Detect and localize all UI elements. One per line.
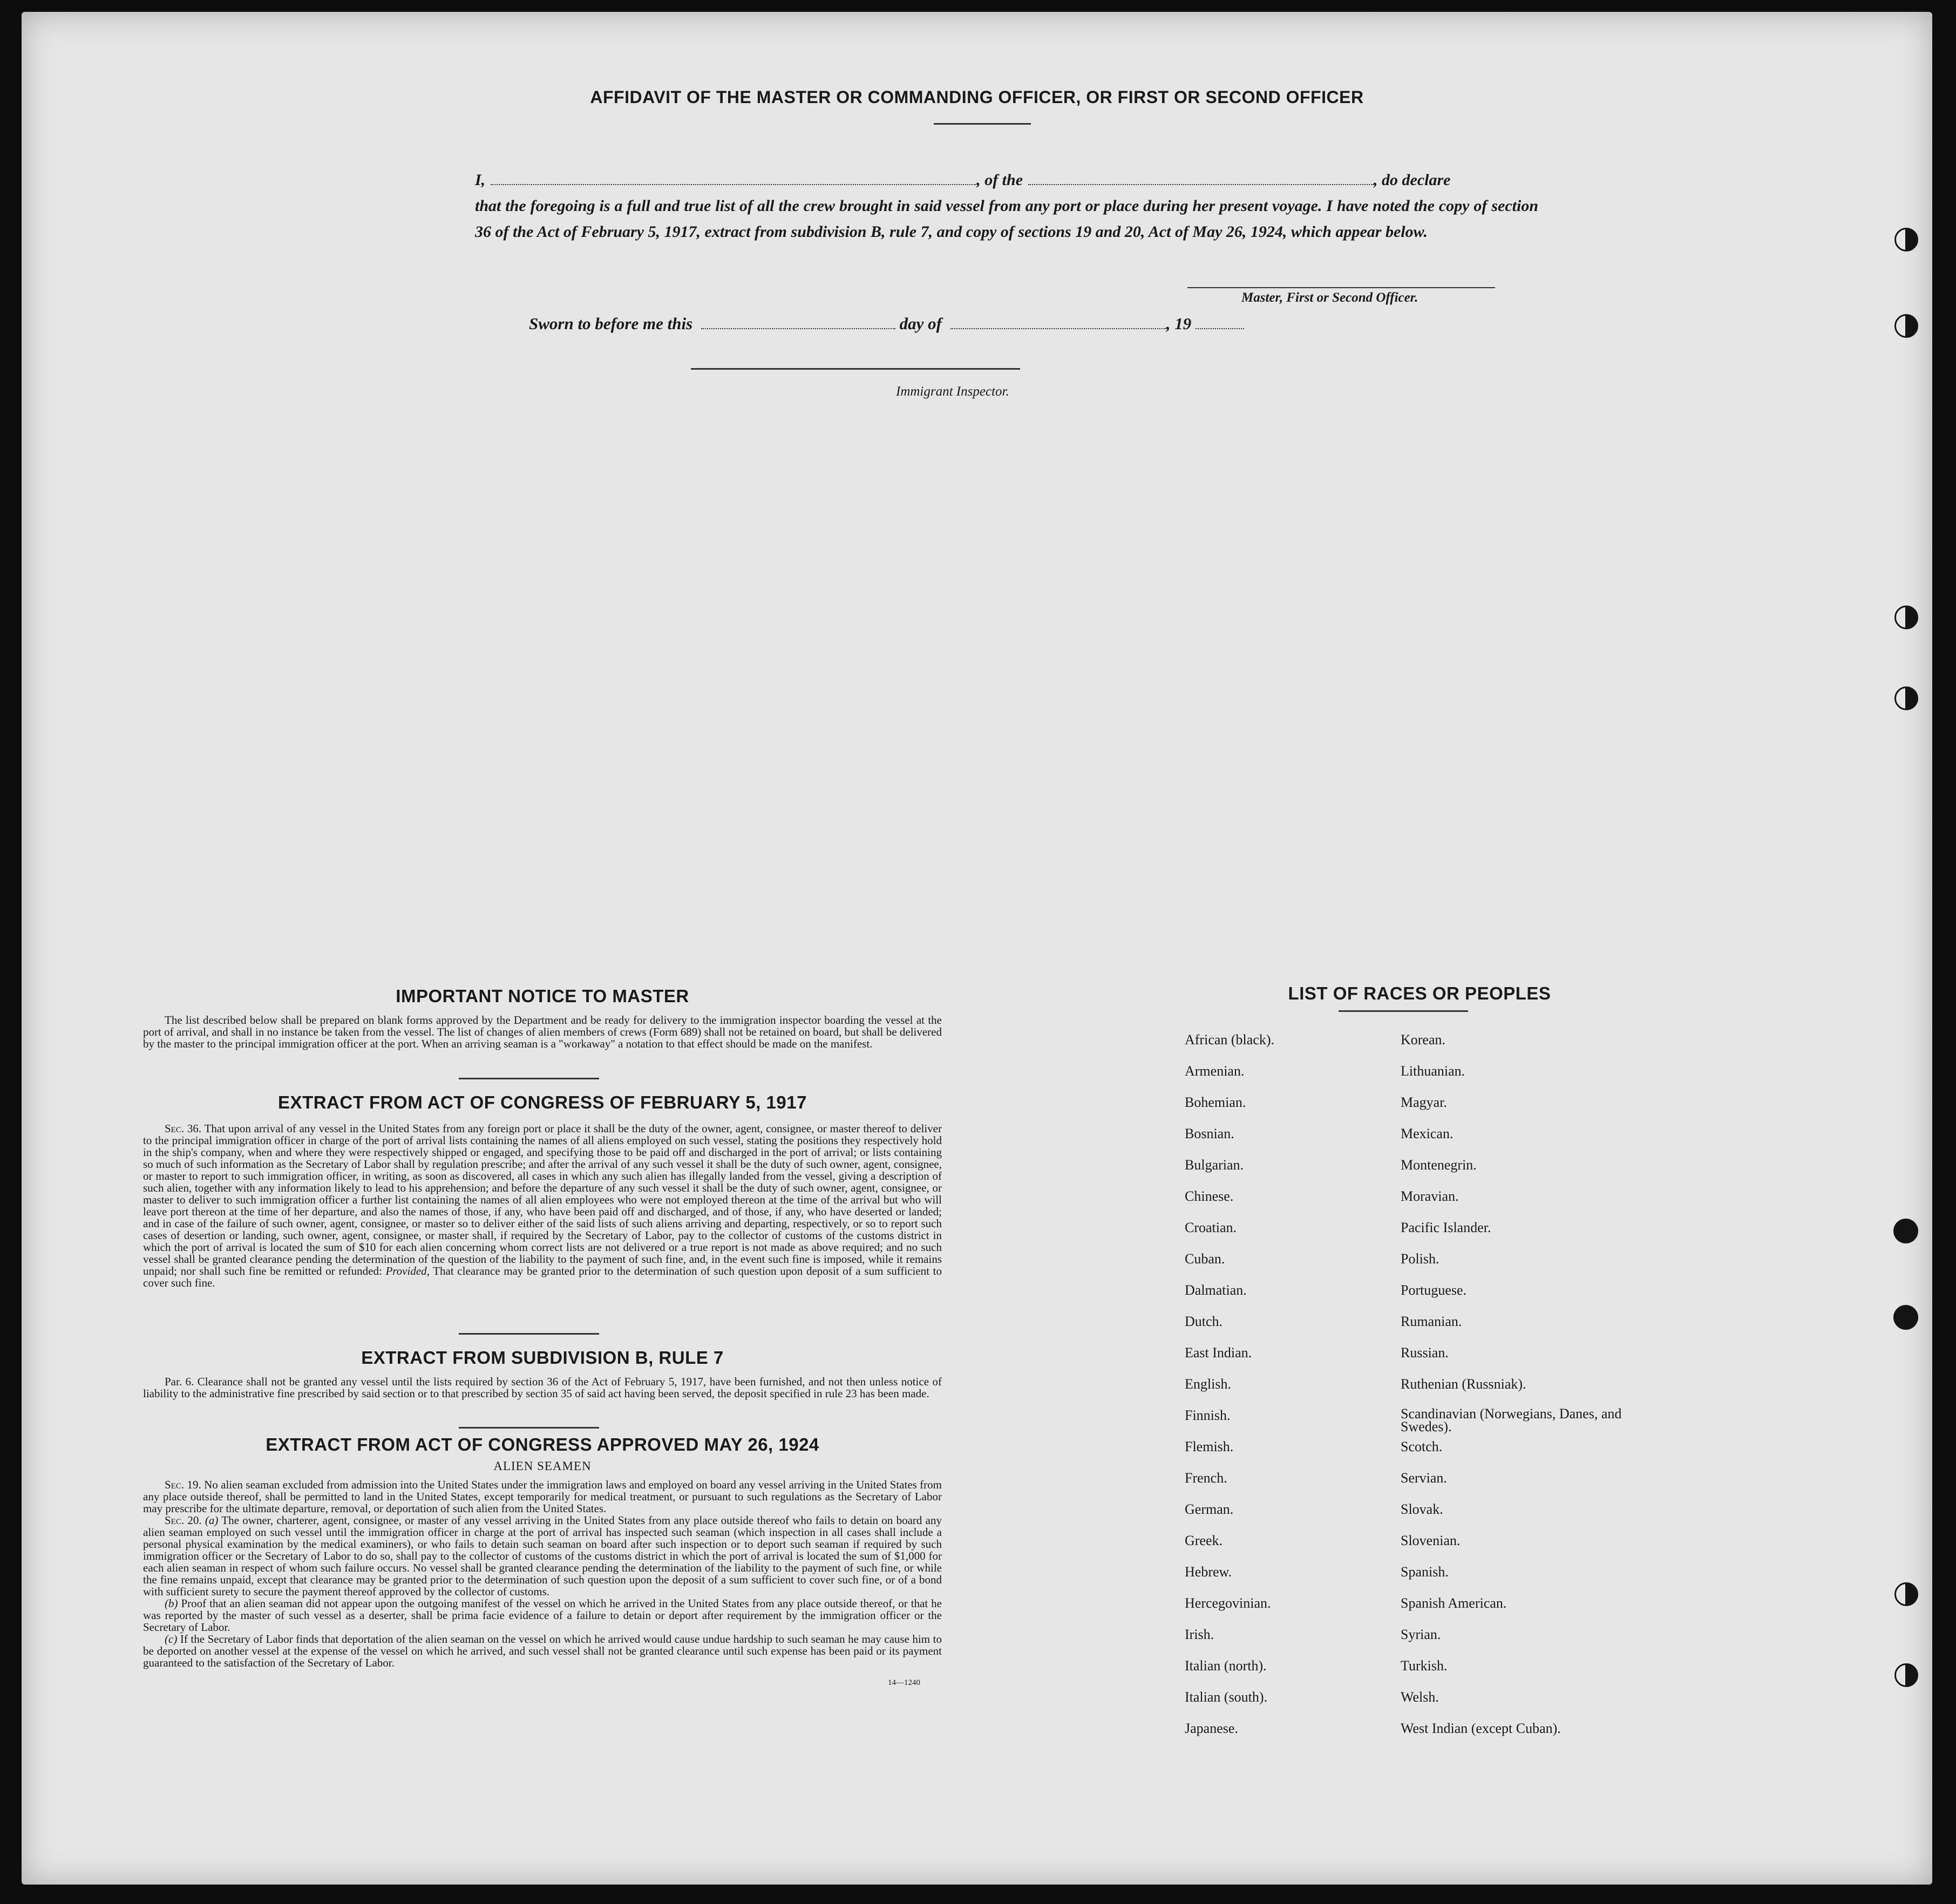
- race-item: West Indian (except Cuban).: [1401, 1721, 1561, 1736]
- race-item: Scandinavian (Norwegians, Danes, and Swedes).: [1401, 1406, 1622, 1434]
- race-item: African (black).: [1185, 1032, 1275, 1048]
- declare-label: , do declare: [1374, 171, 1451, 189]
- race-item: Dalmatian.: [1185, 1282, 1247, 1298]
- inspector-signature-field[interactable]: [691, 368, 1020, 370]
- sec19-text: [143, 1479, 942, 1514]
- binder-hole: [1894, 686, 1918, 710]
- binder-hole: [1894, 1663, 1918, 1687]
- vessel-name-field[interactable]: [1028, 184, 1374, 185]
- race-item: Italian (south).: [1185, 1689, 1268, 1705]
- rule-7-section: [143, 1348, 942, 1399]
- document-page: [22, 12, 1932, 1885]
- race-item: Cuban.: [1185, 1251, 1225, 1267]
- race-item: Finnish.: [1185, 1407, 1231, 1423]
- race-item: Korean.: [1401, 1032, 1446, 1048]
- sworn-day-field[interactable]: [701, 328, 895, 329]
- declaration-text: that the foregoing is a full and true list of all the crew brought in said vessel from any port or place during her present voyage. I have noted the copy of section 36 of the Act of February 5, 1917, extract from subdivision B, rule 7, and copy of sections 19 and 20, Act of May 26, 1924, which appear below.: [475, 197, 1538, 241]
- race-item: German.: [1185, 1501, 1234, 1517]
- section-divider: [459, 1333, 599, 1335]
- extract-1924-section: [143, 1434, 942, 1688]
- races-list-right: [1401, 1032, 1633, 1752]
- sec36-label: Sec. 36.: [165, 1122, 202, 1135]
- binder-hole: [1894, 606, 1918, 629]
- sec36-body: That upon arrival of any vessel in the United States from any foreign port or place it shall be the duty of the owner, agent, consignee, or master thereof to deliver to the principal immigration officer in charge of the port of arrival lists containing the names of all aliens employed on such vessel, stating the positions they respectively hold in the ship's company, when and where they were respectively shipped or engaged, and specifying those to be paid off and discharged in the port of arrival; or lists containing so much of such information as the Secretary of Labor shall by regulation prescribe; and after the arrival of any such vessel it shall be the duty of such owner, agent, consignee, or master to report to such immigration officer, in writing, as soon as discovered, all cases in which any such alien has illegally landed from the vessel, giving a description of such alien, together with any information likely to lead to his apprehension; and before the departure of any such vessel it shall be the duty of such owner, agent, consignee, or master to deliver to such immigration officer a further list containing the names of all alien employees who were not employed thereon at the time of the arrival but who will leave port thereon at the time of her departure, and also the names of those, if any, who have been paid off and discharged, and of those, if any, who have deserted or landed; and in case of the failure of such owner, agent, consignee, or master so to deliver either of the said lists of such aliens arriving and departing, respectively, or so to report such cases of desertion or landing, such owner, agent, consignee, or master shall, if required by the Secretary of Labor, pay to the collector of customs of the customs district in which the port of arrival is located the sum of $10 for each alien concerning whom correct lists are not delivered or a true report is not made as above required; and no such vessel shall be granted clearance pending the determination of the question of the liability to the payment of such fine, and, in the event such fine is imposed, while it remains unpaid; nor shall such fine be remitted or refunded:: [143, 1122, 942, 1277]
- race-item: Welsh.: [1401, 1689, 1439, 1705]
- race-item: Moravian.: [1401, 1188, 1459, 1204]
- race-item: Scotch.: [1401, 1439, 1443, 1454]
- sec20-label: Sec. 20.: [165, 1514, 202, 1527]
- binder-hole: [1894, 228, 1918, 251]
- race-item: Pacific Islander.: [1401, 1220, 1491, 1235]
- race-item: Lithuanian.: [1401, 1063, 1465, 1079]
- race-item: Slovak.: [1401, 1501, 1443, 1517]
- extract-1917-text: [143, 1123, 942, 1289]
- race-item: Hebrew.: [1185, 1564, 1232, 1580]
- binder-hole: [1894, 1582, 1918, 1606]
- sec20b-text: [143, 1597, 942, 1633]
- race-item: Flemish.: [1185, 1439, 1234, 1454]
- notice-section: [143, 986, 942, 1050]
- declarant-name-field[interactable]: [491, 184, 976, 185]
- signature-caption: Master, First or Second Officer.: [1241, 290, 1418, 305]
- races-list-left: [1185, 1032, 1390, 1752]
- race-item: Japanese.: [1185, 1721, 1238, 1736]
- sec20c-text: [143, 1633, 942, 1669]
- races-divider: [1339, 1010, 1468, 1012]
- sworn-label: Sworn to before me this: [529, 314, 693, 333]
- affidavit-title: AFFIDAVIT OF THE MASTER OR COMMANDING OFFICER, OR FIRST OR SECOND OFFICER: [590, 87, 1364, 107]
- race-item: Spanish.: [1401, 1564, 1449, 1580]
- sec20a-body: The owner, charterer, agent, consignee, or master of any vessel arriving in the United States from any place outside thereof who fails to detain on board any alien seaman employed on such vessel until the immigration officer in charge at the port of arrival has inspected such seaman (which inspection in all cases shall include a personal physical examination by the medical examiners), or who fails to detain such seaman on board after such inspection or to deport such seaman if required by such immigration officer or the Secretary of Labor to do so, shall pay to the collector of customs of the customs district in which the port of arrival is located the sum of $1,000 for each alien seaman in respect of whom such failure occurs. No vessel shall be granted clearance pending the determination of the liability to the payment of such fine, or while the fine remains unpaid, except that clearance may be granted prior to the determination of such question upon the deposit of a sum sufficient to cover such fine, or of a bond with sufficient surety to secure the payment thereof approved by the collector of customs.: [143, 1514, 942, 1598]
- sec36-end: That clearance may be granted prior to the determination of such question upon deposit of a sum sufficient to cover such fine.: [143, 1264, 942, 1289]
- race-item: Armenian.: [1185, 1063, 1245, 1079]
- alien-seamen-subtitle: ALIEN SEAMEN: [493, 1459, 592, 1473]
- rule-7-text: Par. 6. Clearance shall not be granted any vessel until the lists required by section 36 of the Act of February 5, 1917, have been furnished, and not then unless notice of liability to the administrative fine prescribed by said section or to that prescribed by section 35 of said act having been served, the deposit specified in rule 23 has been made.: [143, 1375, 942, 1400]
- master-signature-field[interactable]: [1187, 287, 1495, 288]
- declarant-label: I,: [475, 171, 486, 189]
- notice-text: The list described below shall be prepared on blank forms approved by the Department and be ready for delivery to the immigration inspector boarding the vessel at the port of arrival, and shall in no instance be taken from the vessel. The list of changes of alien members of crews (Form 689) shall not be retained on board, but shall be delivered by the master to the principal immigration officer at the port. When an arriving seaman is a "workaway" a notation to that effect should be made on the manifest.: [143, 1014, 942, 1050]
- race-item: Croatian.: [1185, 1220, 1237, 1235]
- race-item: Montenegrin.: [1401, 1157, 1477, 1173]
- sec20c-body: If the Secretary of Labor finds that deportation of the alien seaman on the vessel on which he arrived would cause undue hardship to such seaman he may cause him to be deported on another vessel at the expense of the vessel on which he arrived, and such vessel shall not be granted clearance until such expense has been paid or its payment guaranteed to the satisfaction of the Secretary of Labor.: [143, 1633, 942, 1669]
- sec20b-body: Proof that an alien seaman did not appear upon the outgoing manifest of the vessel on which he arrived in the United States from any place outside thereof, or that he was reported by the master of such vessel as a deserter, shall be prima facie evidence of a failure to detain or deport after requirement by the immigration officer or the Secretary of Labor.: [143, 1597, 942, 1634]
- race-item: Rumanian.: [1401, 1314, 1462, 1329]
- sec19-body: No alien seaman excluded from admission into the United States under the immigration laws and employed on board any vessel arriving in the United States from any place outside thereof, shall be permitted to land in the United States, except temporarily for medical treatment, or pursuant to such regulations as the Secretary of Labor may prescribe for the ultimate departure, removal, or deportation of such alien from the United States.: [143, 1478, 942, 1515]
- race-item: Bulgarian.: [1185, 1157, 1244, 1173]
- race-item: Chinese.: [1185, 1188, 1234, 1204]
- race-item: English.: [1185, 1376, 1231, 1392]
- sec19-label: Sec. 19.: [165, 1478, 201, 1491]
- race-item: Dutch.: [1185, 1314, 1223, 1329]
- extract-1924-title: EXTRACT FROM ACT OF CONGRESS APPROVED MAY 26, 1924: [266, 1434, 819, 1454]
- sec20c-label: (c): [165, 1633, 178, 1645]
- extract-1917-title: EXTRACT FROM ACT OF CONGRESS OF FEBRUARY 5, 1917: [278, 1092, 807, 1112]
- sec20b-label: (b): [165, 1597, 178, 1610]
- vessel-label: , of the: [976, 171, 1023, 189]
- provided-label: Provided,: [385, 1264, 430, 1277]
- rule-7-title: EXTRACT FROM SUBDIVISION B, RULE 7: [361, 1348, 724, 1368]
- binder-hole: [1893, 1305, 1918, 1330]
- sworn-month-field[interactable]: [950, 328, 1166, 329]
- race-item: Mexican.: [1401, 1126, 1454, 1141]
- sworn-year-field[interactable]: [1196, 328, 1244, 329]
- race-item: Russian.: [1401, 1345, 1449, 1361]
- race-item: Italian (north).: [1185, 1658, 1267, 1674]
- race-item: Servian.: [1401, 1470, 1447, 1486]
- race-item: East Indian.: [1185, 1345, 1252, 1361]
- race-item: Greek.: [1185, 1533, 1223, 1548]
- affidavit-statement: [475, 167, 1538, 245]
- race-item: Hercegovinian.: [1185, 1595, 1271, 1611]
- sec20a-label: (a): [205, 1514, 219, 1527]
- race-item: Bohemian.: [1185, 1094, 1246, 1110]
- race-item: Bosnian.: [1185, 1126, 1234, 1141]
- race-item: Syrian.: [1401, 1627, 1441, 1642]
- binder-hole: [1893, 1219, 1918, 1243]
- sworn-line: [529, 314, 1244, 334]
- race-item: Spanish American.: [1401, 1595, 1507, 1611]
- notice-title: IMPORTANT NOTICE TO MASTER: [396, 986, 689, 1006]
- race-item: Polish.: [1401, 1251, 1439, 1267]
- race-item: Turkish.: [1401, 1658, 1448, 1674]
- title-divider: [934, 123, 1031, 125]
- extract-1917-section: [143, 1092, 942, 1289]
- inspector-caption: Immigrant Inspector.: [896, 384, 1009, 399]
- section-divider: [459, 1078, 599, 1079]
- race-item: Magyar.: [1401, 1094, 1447, 1110]
- section-divider: [459, 1427, 599, 1429]
- race-item: Slovenian.: [1401, 1533, 1461, 1548]
- sec20a-text: [143, 1514, 942, 1597]
- form-number: 14—1240: [888, 1678, 920, 1687]
- race-item: Irish.: [1185, 1627, 1214, 1642]
- race-item: Portuguese.: [1401, 1282, 1467, 1298]
- race-item: Ruthenian (Russniak).: [1401, 1376, 1526, 1392]
- year-label: , 19: [1166, 314, 1192, 333]
- race-item: French.: [1185, 1470, 1227, 1486]
- binder-hole: [1894, 314, 1918, 338]
- races-title: LIST OF RACES OR PEOPLES: [1288, 983, 1551, 1003]
- day-of-label: day of: [899, 314, 942, 333]
